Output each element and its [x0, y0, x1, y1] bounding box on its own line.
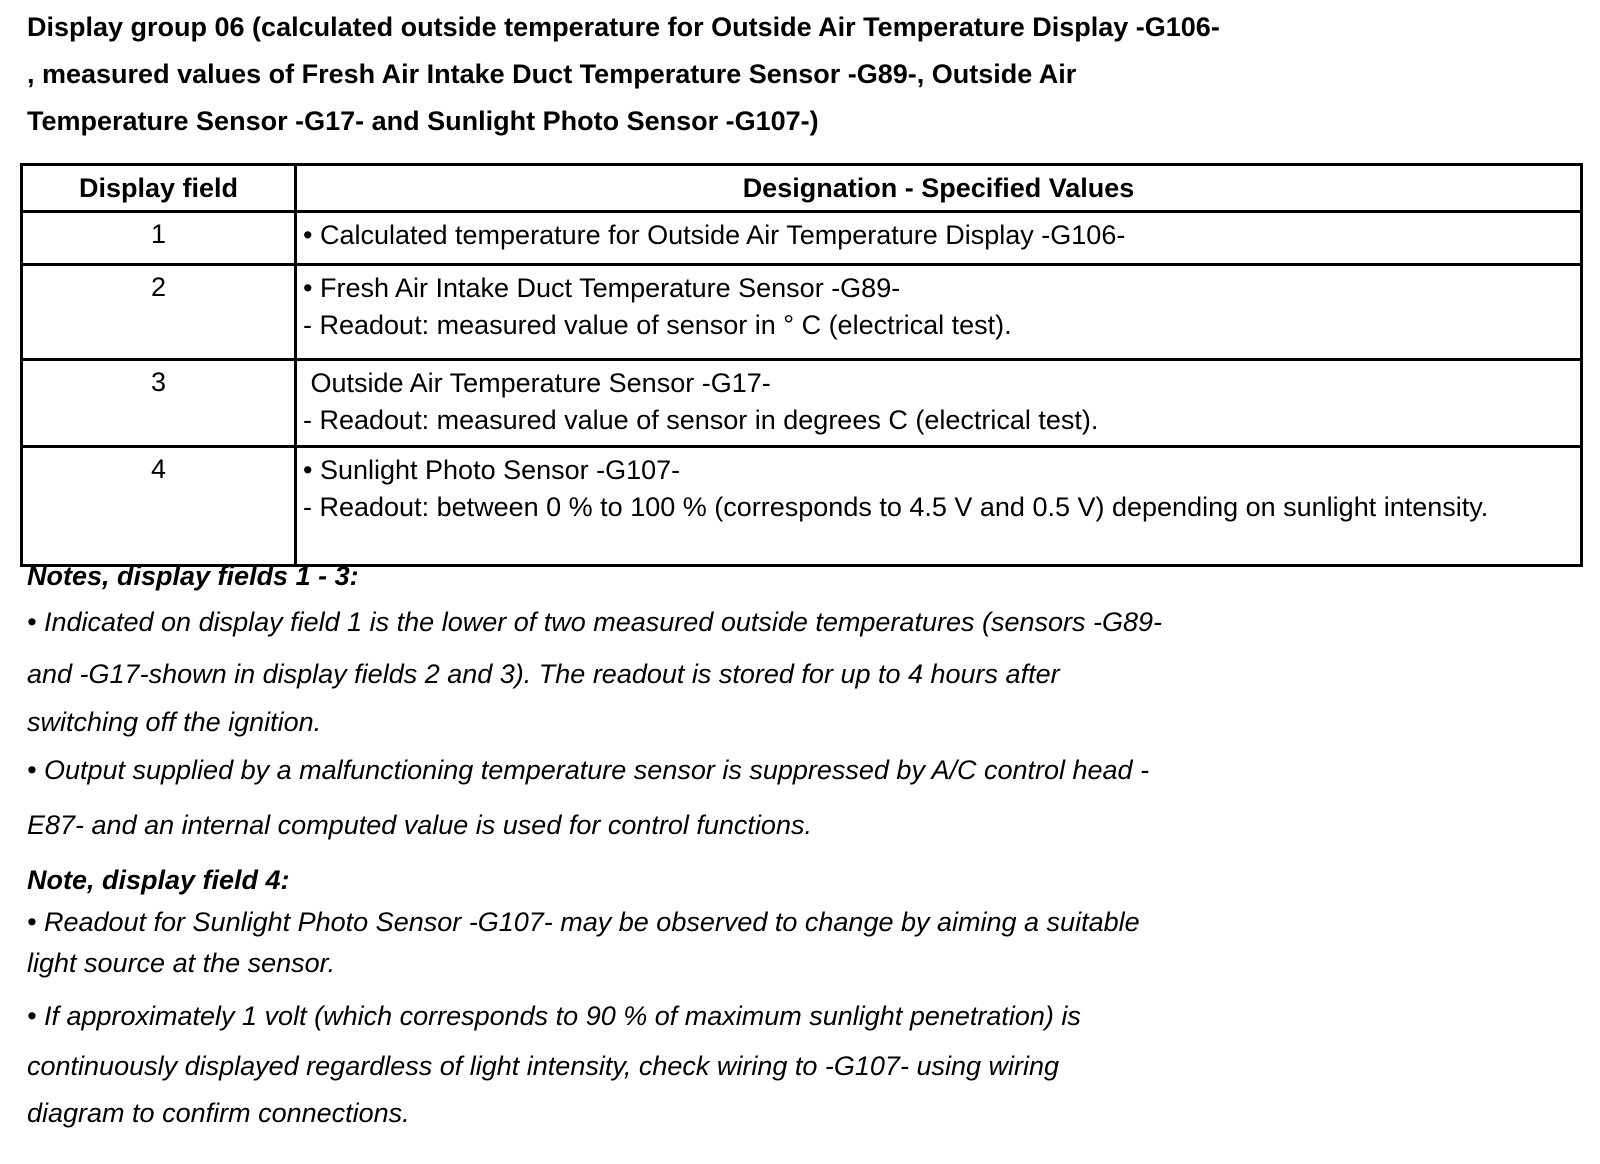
table-row [22, 447, 1582, 566]
designation-cell [296, 447, 1582, 566]
designation-line: • Fresh Air Intake Duct Temperature Sensor -G89- [303, 273, 901, 303]
designation-cell [296, 212, 1582, 265]
designation-cell [296, 360, 1582, 447]
notes-heading-fields-1-3: Notes, display fields 1 - 3: [27, 561, 359, 591]
display-field-number: 4 [22, 447, 296, 566]
designation-line: Outside Air Temperature Sensor -G17- [303, 368, 771, 398]
designation-readout: - Readout: measured value of sensor in degrees C (electrical test). [303, 405, 1099, 435]
note-text: • Output supplied by a malfunctioning temperature sensor is suppressed by A/C control head - [27, 755, 1150, 785]
title-line-1: Display group 06 (calculated outside temperature for Outside Air Temperature Display -G106- [27, 12, 1220, 42]
note-text: and -G17-shown in display fields 2 and 3). The readout is stored for up to 4 hours after [27, 659, 1060, 689]
notes-heading-field-4: Note, display field 4: [27, 865, 290, 895]
note-text: • If approximately 1 volt (which corresponds to 90 % of maximum sunlight penetration) is [27, 1001, 1081, 1031]
table-row [22, 360, 1582, 447]
note-text: E87- and an internal computed value is used for control functions. [27, 810, 812, 840]
column-header-display-field: Display field [22, 165, 296, 212]
table-row [22, 265, 1582, 360]
note-text: diagram to confirm connections. [27, 1098, 410, 1128]
column-header-designation: Designation - Specified Values [296, 165, 1582, 212]
note-text: • Readout for Sunlight Photo Sensor -G107- may be observed to change by aiming a suitable [27, 907, 1140, 937]
note-text: light source at the sensor. [27, 948, 336, 978]
table-row [22, 212, 1582, 265]
display-field-number: 3 [22, 360, 296, 447]
designation-readout: - Readout: between 0 % to 100 % (corresponds to 4.5 V and 0.5 V) depending on sunlight intensity. [303, 492, 1489, 522]
designation-line: • Calculated temperature for Outside Air Temperature Display -G106- [303, 220, 1126, 250]
display-field-number: 2 [22, 265, 296, 360]
notes-section [27, 555, 1567, 1137]
display-field-number: 1 [22, 212, 296, 265]
designation-readout: - Readout: measured value of sensor in ° C (electrical test). [303, 310, 1012, 340]
note-text: switching off the ignition. [27, 707, 322, 737]
title-line-3: Temperature Sensor -G17- and Sunlight Photo Sensor -G107-) [27, 106, 819, 136]
note-text: • Indicated on display field 1 is the lower of two measured outside temperatures (sensors -G89- [27, 607, 1163, 637]
note-text: continuously displayed regardless of light intensity, check wiring to -G107- using wiring [27, 1051, 1060, 1081]
designation-cell [296, 265, 1582, 360]
display-group-table [20, 163, 1583, 567]
title-line-2: , measured values of Fresh Air Intake Duct Temperature Sensor -G89-, Outside Air [27, 59, 1077, 89]
page-title [27, 4, 1567, 145]
designation-line: • Sunlight Photo Sensor -G107- [303, 455, 681, 485]
table-header-row [22, 165, 1582, 212]
